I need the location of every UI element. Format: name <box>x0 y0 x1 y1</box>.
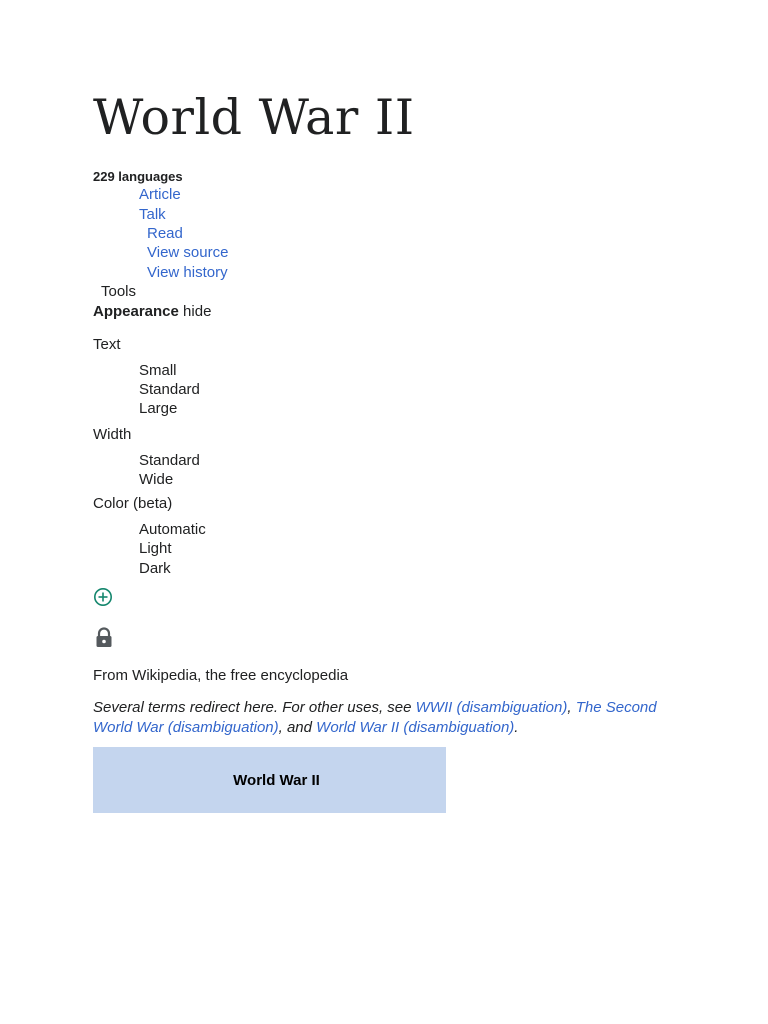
hatnote-link-second-world-war[interactable]: The Second World War (disambiguation) <box>93 699 657 736</box>
hatnote-separator: , and <box>278 719 317 736</box>
appearance-heading: Appearance <box>93 303 179 320</box>
tab-talk[interactable]: Talk <box>139 206 166 223</box>
color-option-light[interactable]: Light <box>139 540 172 557</box>
infobox-title: World War II <box>233 771 320 789</box>
color-option-dark[interactable]: Dark <box>139 560 171 577</box>
tab-view-history[interactable]: View history <box>147 264 228 281</box>
tools-menu[interactable]: Tools <box>101 283 137 300</box>
hatnote <box>93 698 683 738</box>
page-title: World War II <box>93 89 415 146</box>
appearance-header <box>93 302 211 321</box>
text-size-option-small[interactable]: Small <box>139 362 177 379</box>
site-tagline: From Wikipedia, the free encyclopedia <box>93 667 349 684</box>
lock-icon[interactable] <box>94 627 114 649</box>
color-option-automatic[interactable]: Automatic <box>139 521 206 538</box>
tab-view-source[interactable]: View source <box>147 244 229 261</box>
width-option-standard[interactable]: Standard <box>139 452 200 469</box>
hatnote-separator: , <box>567 699 576 716</box>
color-label: Color (beta) <box>93 495 173 512</box>
width-option-wide[interactable]: Wide <box>139 471 174 488</box>
hatnote-suffix: . <box>514 719 519 736</box>
tab-read[interactable]: Read <box>147 225 183 242</box>
hatnote-prefix: Several terms redirect here. For other uses, see <box>93 699 416 716</box>
width-label: Width <box>93 426 132 443</box>
appearance-hide-button[interactable]: hide <box>183 303 212 320</box>
infobox-header <box>93 747 446 813</box>
languages-button[interactable]: 229 languages <box>93 169 183 184</box>
hatnote-link-world-war-ii[interactable]: World War II (disambiguation) <box>316 719 515 736</box>
hatnote-link-wwii[interactable]: WWII (disambiguation) <box>415 699 568 716</box>
tab-article[interactable]: Article <box>139 186 181 203</box>
text-size-label: Text <box>93 336 121 353</box>
text-size-option-standard[interactable]: Standard <box>139 381 200 398</box>
text-size-option-large[interactable]: Large <box>139 400 178 417</box>
add-circle-icon[interactable] <box>93 587 113 607</box>
